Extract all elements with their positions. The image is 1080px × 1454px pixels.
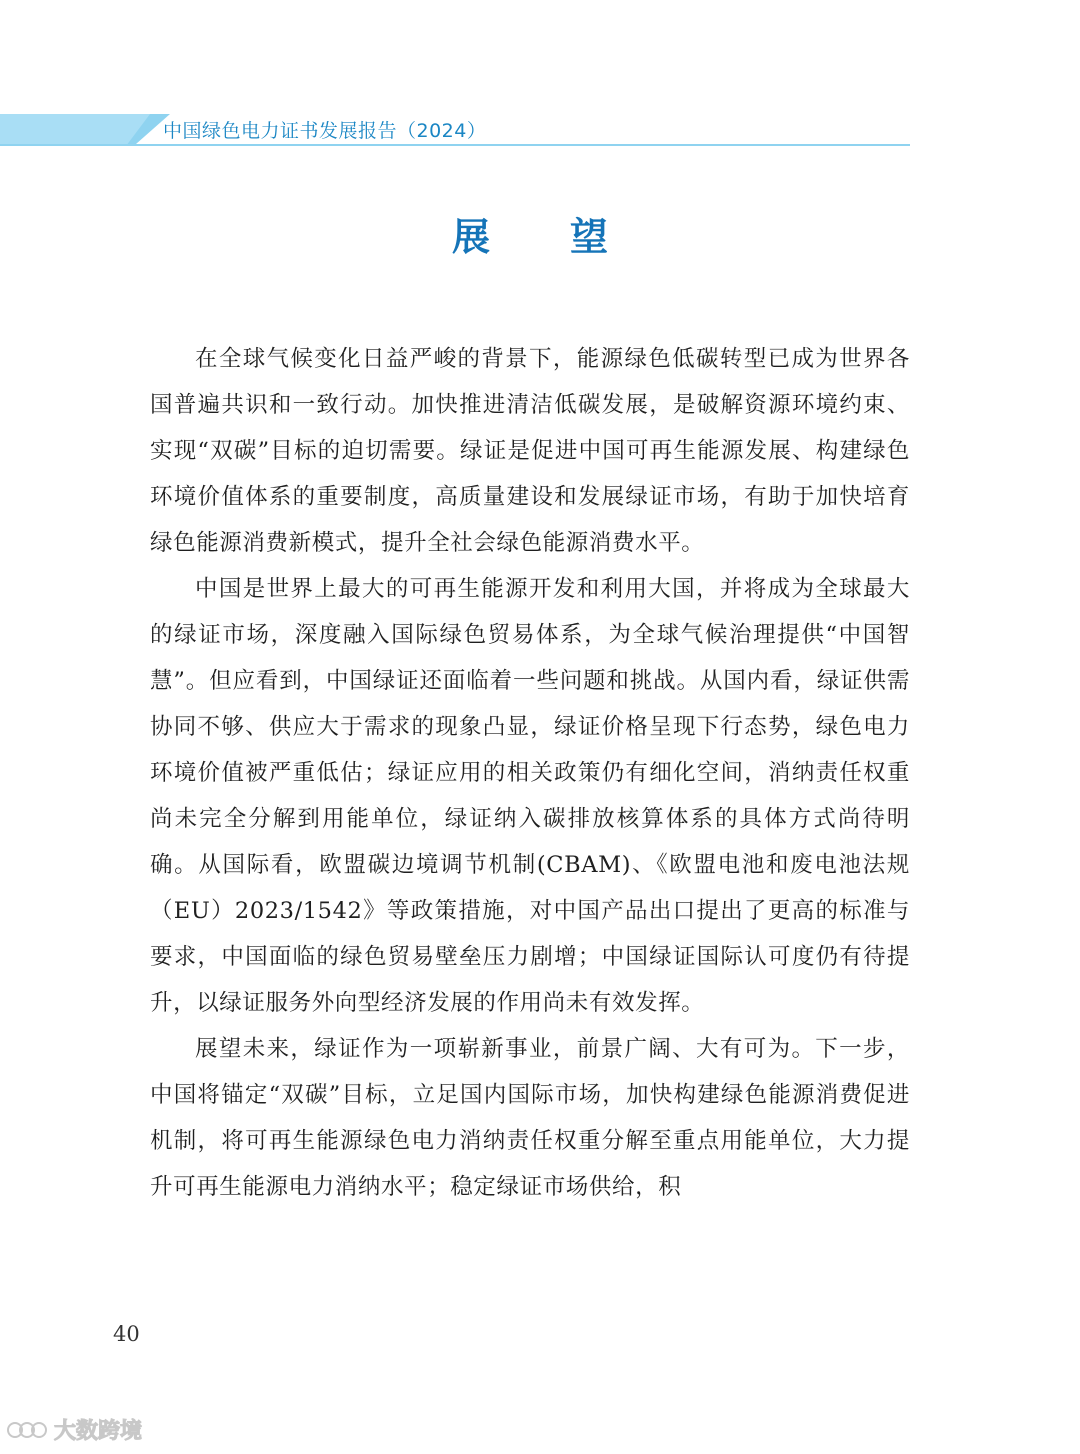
header-rule — [0, 144, 910, 146]
page-number: 40 — [113, 1322, 140, 1346]
report-title: 中国绿色电力证书发展报告（2024） — [163, 120, 487, 142]
watermark-text: 大数跨境 — [54, 1419, 143, 1444]
body-text — [150, 336, 910, 1210]
watermark — [6, 1414, 142, 1445]
paragraph: 在全球气候变化日益严峻的背景下，能源绿色低碳转型已成为世界各国普遍共识和一致行动。加快推进清洁低碳发展，是破解资源环境约束、实现“双碳”目标的迫切需要。绿证是促进中国可再生能源发展、构建绿色环境价值体系的重要制度，高质量建设和发展绿证市场，有助于加快培育绿色能源消费新模式，提升全社会绿色能源消费水平。 — [150, 346, 910, 556]
paragraph: 中国是世界上最大的可再生能源开发和利用大国，并将成为全球最大的绿证市场，深度融入国际绿色贸易体系，为全球气候治理提供“中国智慧”。但应看到，中国绿证还面临着一些问题和挑战。从国内看，绿证供需协同不够、供应大于需求的现象凸显，绿证价格呈现下行态势，绿色电力环境价值被严重低估；绿证应用的相关政策仍有细化空间，消纳责任权重尚未完全分解到用能单位，绿证纳入碳排放核算体系的具体方式尚待明确。从国际看，欧盟碳边境调节机制(CBAM)、《欧盟电池和废电池法规（EU）2023/1542》等政策措施，对中国产品出口提出了更高的标准与要求，中国面临的绿色贸易壁垒压力剧增；中国绿证国际认可度仍有待提升，以绿证服务外向型经济发展的作用尚未有效发挥。 — [150, 576, 910, 1016]
watermark-logo-icon — [6, 1417, 48, 1443]
header-band-highlight — [0, 114, 150, 144]
paragraph: 展望未来，绿证作为一项崭新事业，前景广阔、大有可为。下一步，中国将锚定“双碳”目标，立足国内国际市场，加快构建绿色能源消费促进机制，将可再生能源绿色电力消纳责任权重分解至重点用能单位，大力提升可再生能源电力消纳水平；稳定绿证市场供给，积 — [150, 1036, 910, 1200]
page-title: 展望 — [451, 215, 688, 259]
